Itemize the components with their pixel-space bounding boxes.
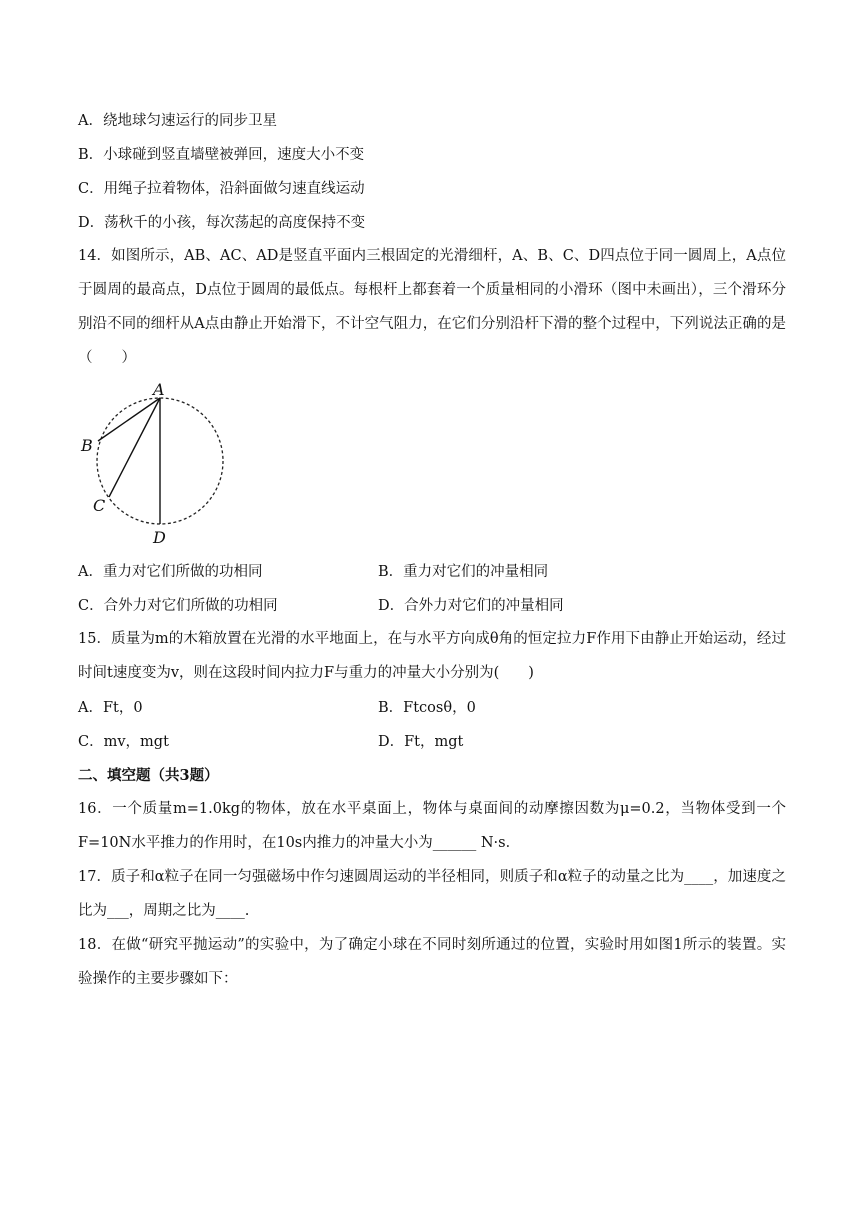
rod-ac xyxy=(109,398,160,497)
label-c: C xyxy=(93,496,106,515)
q14-option-c: C．合外力对它们所做的功相同 xyxy=(78,598,278,614)
q16-text: 16．一个质量m=1.0kg的物体，放在水平桌面上，物体与桌面间的动摩擦因数为μ=0.2，当物体受到一个F=10N水平推力的作用时，在10s内推力的冲量大小为______ N·s． xyxy=(78,801,786,851)
q15-option-d: D．Ft，mgt xyxy=(378,734,464,750)
q18-text: 18．在做“研究平抛运动”的实验中，为了确定小球在不同时刻所通过的位置，实验时用如图1所示的装置。实验操作的主要步骤如下： xyxy=(78,937,786,987)
q15-option-b: B．Ftcosθ，0 xyxy=(378,700,476,716)
q14-circle-diagram xyxy=(78,383,228,547)
q15-stem: 15．质量为m的木箱放置在光滑的水平地面上，在与水平方向成θ角的恒定拉力F作用下由静止开始运动，经过时间t速度变为v，则在这段时间内拉力F与重力的冲量大小分别为( ) xyxy=(78,631,786,681)
q14-stem: 14．如图所示，AB、AC、AD是竖直平面内三根固定的光滑细杆，A、B、C、D四点位于同一圆周上，A点位于圆周的最高点，D点位于圆周的最低点。每根杆上都套着一个质量相同的小滑环（图中未画出），三个滑环分别沿不同的细杆从A点由静止开始滑下，不计空气阻力，在它们分别沿杆下滑的整个过程中，下列说法正确的是（ ） xyxy=(78,248,786,366)
label-d: D xyxy=(153,528,166,547)
q14-option-a: A．重力对它们所做的功相同 xyxy=(78,564,263,580)
rod-ab xyxy=(98,398,160,441)
q13-option-a: A．绕地球匀速运行的同步卫星 xyxy=(78,113,277,129)
section-2-title: 二、填空题（共3题） xyxy=(78,767,219,784)
q17-text: 17．质子和α粒子在同一匀强磁场中作匀速圆周运动的半径相同，则质子和α粒子的动量之比为____，加速度之比为___，周期之比为____. xyxy=(78,869,786,919)
label-b: B xyxy=(81,436,93,455)
q14-option-b: B．重力对它们的冲量相同 xyxy=(378,564,549,580)
q15-option-a: A．Ft，0 xyxy=(78,700,143,716)
q14-option-d: D．合外力对它们的冲量相同 xyxy=(378,598,564,614)
q13-option-b: B．小球碰到竖直墙壁被弹回，速度大小不变 xyxy=(78,147,365,163)
q15-option-c: C．mv，mgt xyxy=(78,734,169,750)
label-a: A xyxy=(153,383,165,399)
q13-option-c: C．用绳子拉着物体，沿斜面做匀速直线运动 xyxy=(78,181,365,197)
q13-option-d: D．荡秋千的小孩，每次荡起的高度保持不变 xyxy=(78,215,366,231)
